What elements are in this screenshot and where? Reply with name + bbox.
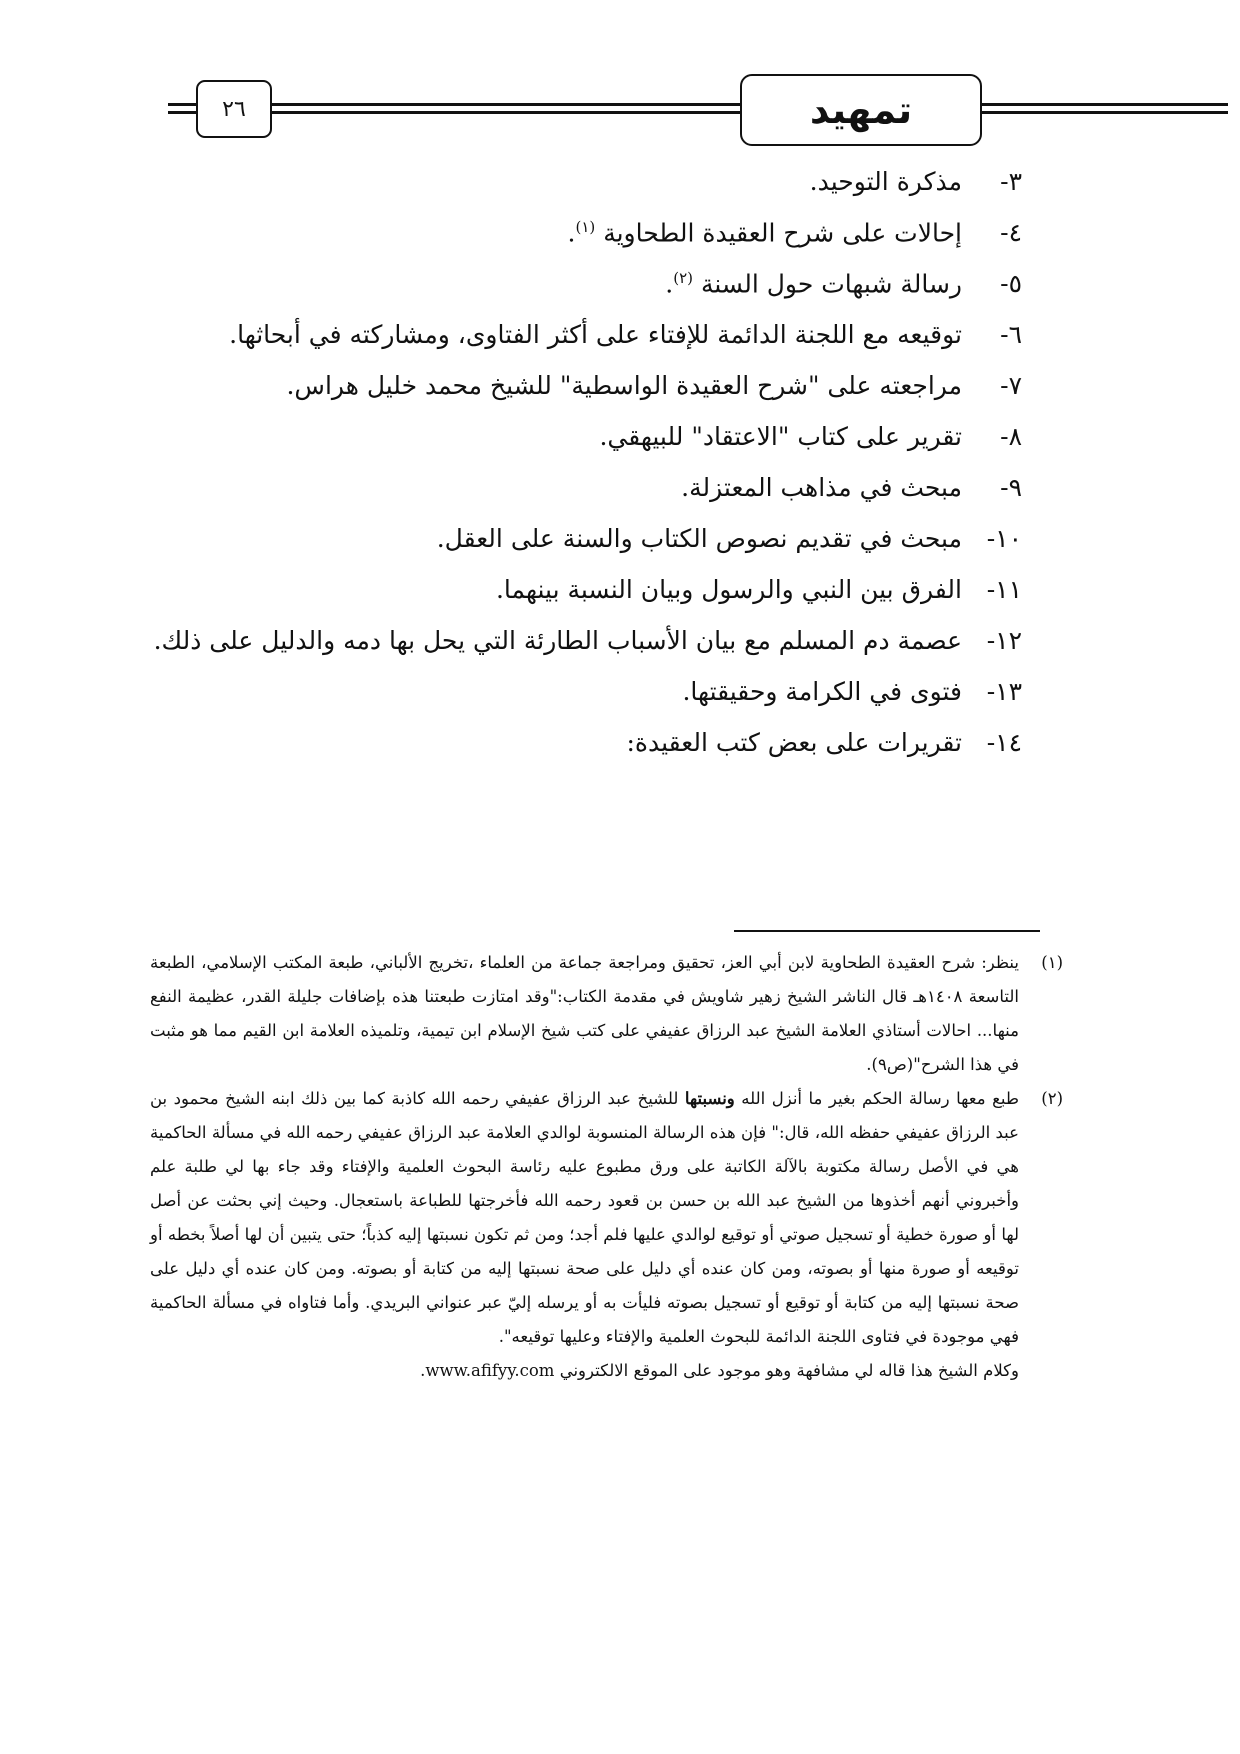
- list-item: [162, 258, 1022, 309]
- list-item: [162, 411, 1022, 462]
- footnote-text: ينظر: شرح العقيدة الطحاوية لابن أبي العز، تحقيق ومراجعة جماعة من العلماء ،تخريج الألباني، طبعة المكتب الإسلامي، الطبعة التاسعة ١٤٠٨هـ قال الناشر الشيخ زهير شاويش في مقدمة الكتاب:"وقد امتازت طبعتنا هذه بإضافات جليلة القدر، عظيمة النفع منها... احالات أستاذي العلامة الشيخ عبد الرزاق عفيفي على كتب شيخ الإسلام ابن تيمية، وتلميذه العلامة ابن القيم مما هو مثبت في هذا الشرح"(ص٩).: [150, 953, 1020, 1074]
- item-number: ٤-: [1000, 218, 1022, 247]
- section-title: تمهيد: [740, 74, 982, 146]
- list-item: [162, 462, 1022, 513]
- item-number: ٥-: [1000, 269, 1022, 298]
- item-text: رسالة شبهات حول السنة $^{(٢)}$.: [665, 268, 962, 299]
- header-rule-bottom: [168, 111, 1228, 114]
- item-text: مراجعته على "شرح العقيدة الواسطية" للشيخ محمد خليل هراس.: [286, 371, 962, 400]
- item-number: ٦-: [1000, 320, 1022, 349]
- footnote-separator: [734, 930, 1040, 932]
- list-item: [162, 666, 1022, 717]
- item-number: ٨-: [1000, 422, 1022, 451]
- header-rule-top: [168, 103, 1228, 106]
- footnote-emphasis: ونسبتها: [684, 1089, 735, 1108]
- website-link[interactable]: www.afifyy.com: [425, 1361, 555, 1380]
- item-text: تقرير على كتاب "الاعتقاد" للبيهقي.: [599, 422, 962, 451]
- item-text: تقريرات على بعض كتب العقيدة:: [626, 728, 962, 757]
- works-list: [153, 156, 1022, 768]
- item-text: إحالات على شرح العقيدة الطحاوية $^{(١)}$.: [567, 217, 962, 248]
- item-number: ١١-: [986, 575, 1022, 604]
- footnote-ref[interactable]: (١): [575, 217, 596, 236]
- item-number: ١٣-: [986, 677, 1022, 706]
- list-item: [162, 207, 1022, 258]
- item-text: توقيعه مع اللجنة الدائمة للإفتاء على أكثر الفتاوى، ومشاركته في أبحاثها.: [229, 320, 962, 349]
- footnote-closing-line: وكلام الشيخ هذا قاله لي مشافهة وهو موجود على الموقع الالكتروني www.afifyy.com.: [420, 1361, 1019, 1380]
- item-number: ١٢-: [986, 626, 1022, 655]
- item-text: مبحث في مذاهب المعتزلة.: [681, 473, 962, 502]
- item-number: ٣-: [1000, 167, 1022, 196]
- item-text: فتوى في الكرامة وحقيقتها.: [682, 677, 962, 706]
- footnote-number: (٢): [1041, 1089, 1063, 1108]
- page-number: ٢٦: [196, 80, 272, 138]
- footnote-2: [150, 1082, 1063, 1354]
- list-item: [162, 156, 1022, 207]
- item-text: الفرق بين النبي والرسول وبيان النسبة بينهما.: [495, 575, 962, 604]
- footnotes: [150, 946, 1063, 1388]
- list-item: [162, 717, 1022, 768]
- item-number: ٩-: [1000, 473, 1022, 502]
- item-text: مذكرة التوحيد.: [809, 167, 962, 196]
- item-text: عصمة دم المسلم مع بيان الأسباب الطارئة التي يحل بها دمه والدليل على ذلك.: [153, 626, 962, 655]
- list-item: [162, 309, 1022, 360]
- closing-text: وكلام الشيخ هذا قاله لي مشافهة وهو موجود على الموقع الالكتروني: [559, 1361, 1019, 1380]
- item-text: مبحث في تقديم نصوص الكتاب والسنة على العقل.: [436, 524, 962, 553]
- item-number: ١٠-: [986, 524, 1022, 553]
- list-item: [153, 615, 1022, 666]
- footnote-text-start: طبع معها رسالة الحكم بغير ما أنزل الله: [734, 1089, 1019, 1108]
- footnote-number: (١): [1041, 953, 1063, 972]
- list-item: [162, 564, 1022, 615]
- item-number: ٧-: [1000, 371, 1022, 400]
- list-item: [162, 513, 1022, 564]
- footnote-text-rest: للشيخ عبد الرزاق عفيفي رحمه الله كاذبة كما بين ذلك ابنه الشيخ محمود بن عبد الرزاق عفيفي حفظه الله، قال:" فإن هذه الرسالة المنسوبة لوالدي العلامة عبد الرزاق عفيفي رحمه الله في مسألة الحاكمية هي في الأصل رسالة مكتوبة بالآلة الكاتبة على ورق مطبوع عليه رئاسة البحوث العلمية والإفتاء وقد جاء بها لي طلبة علم وأخبروني أنهم أخذوها من الشيخ عبد الله بن حسن بن قعود رحمه الله فأخرجتها للطباعة باستعجال. وحيث إني بحثت عن أصل لها أو صورة خطية أو تسجيل صوتي أو توقيع لوالدي عليها فلم أجد؛ ومن ثم تكون نسبتها إليه كذباً؛ حتى يتبين أن لها أصلاً بخطه أو توقيعه أو صورة منها أو بصوته، ومن كان عنده أي دليل على صحة نسبتها إليه من كتابة أو بصوته. ومن كان عنده أي دليل على صحة نسبتها إليه من كتابة أو توقيع أو تسجيل بصوته فليأت به أو يرسله إليّ عبر عنواني البريدي. وأما فتاواه في مسألة الحاكمية فهي موجودة في فتاوى اللجنة الدائمة للبحوث العلمية والإفتاء وعليها توقيعه".: [150, 1089, 1019, 1346]
- footnote-ref[interactable]: (٢): [673, 268, 694, 287]
- footnote-1: [150, 946, 1063, 1082]
- item-number: ١٤-: [986, 728, 1022, 757]
- list-item: [162, 360, 1022, 411]
